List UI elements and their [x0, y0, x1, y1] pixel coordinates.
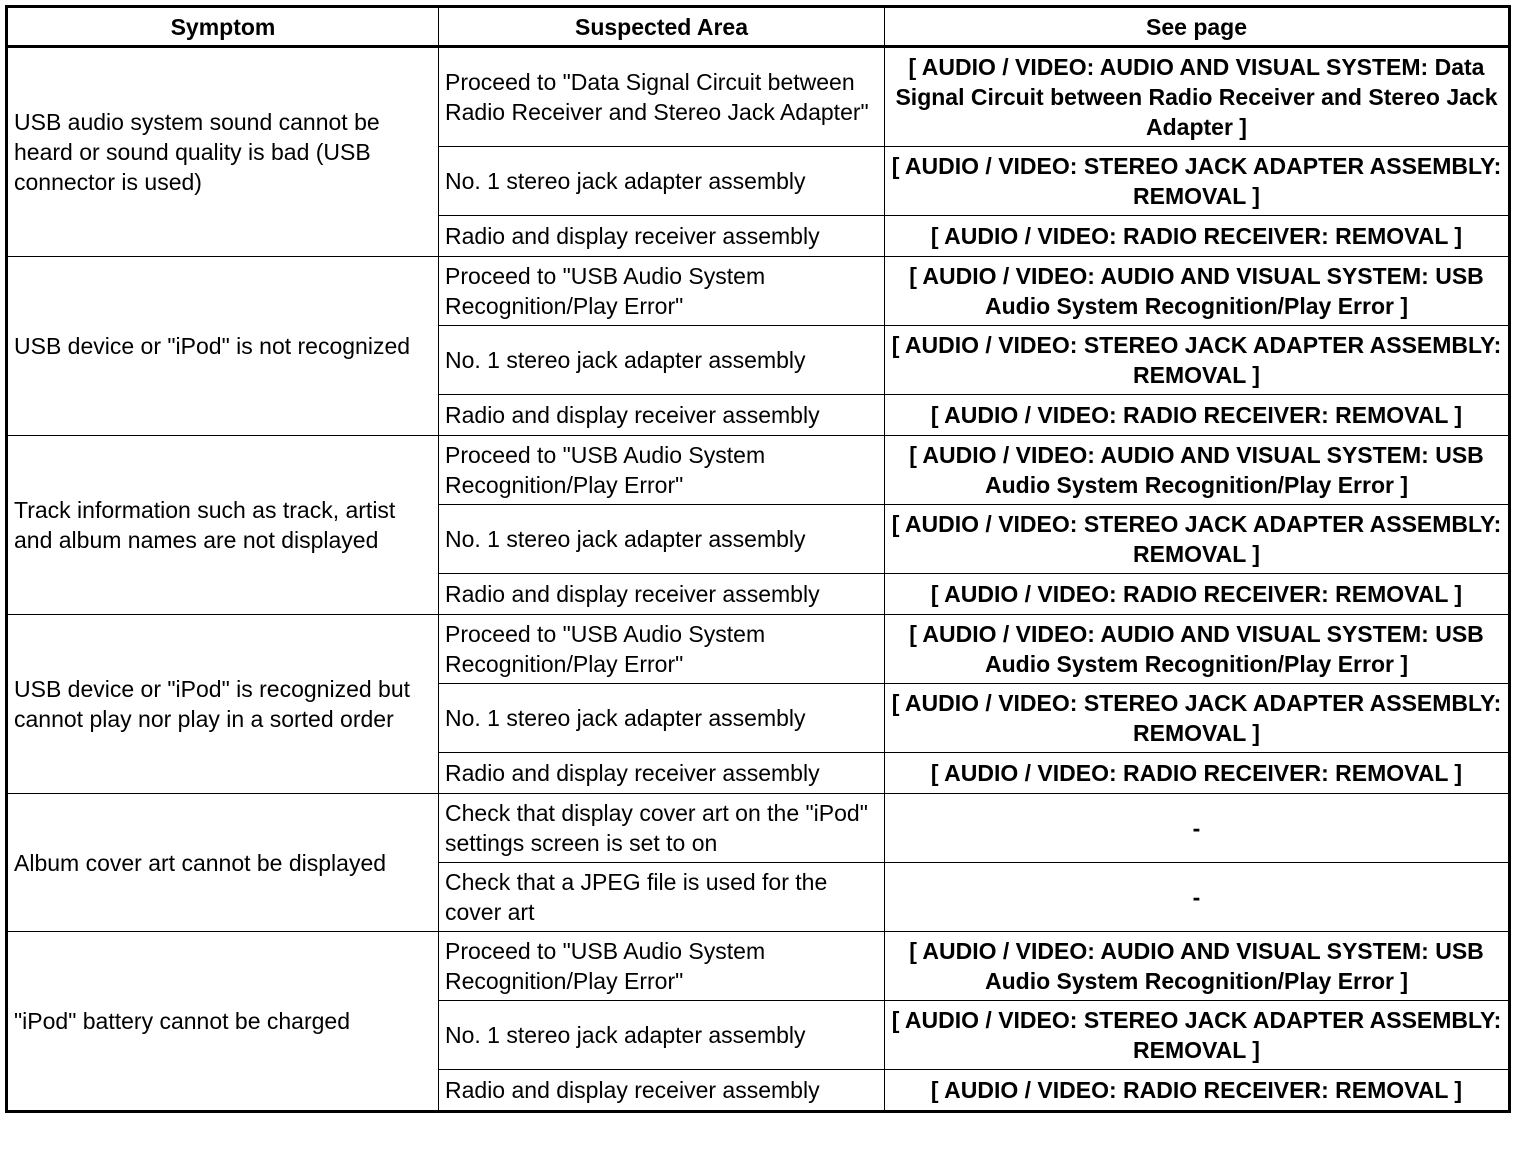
- table-row: [7, 436, 1510, 505]
- suspected-area-cell: No. 1 stereo jack adapter assembly: [439, 1001, 885, 1070]
- see-page-link[interactable]: [ AUDIO / VIDEO: AUDIO AND VISUAL SYSTEM: USB Audio System Recognition/Play Error ]: [885, 615, 1510, 684]
- see-page-link[interactable]: [ AUDIO / VIDEO: STEREO JACK ADAPTER ASSEMBLY: REMOVAL ]: [885, 1001, 1510, 1070]
- see-page-link[interactable]: [ AUDIO / VIDEO: AUDIO AND VISUAL SYSTEM: USB Audio System Recognition/Play Error ]: [885, 436, 1510, 505]
- suspected-area-cell: Radio and display receiver assembly: [439, 216, 885, 257]
- see-page-link[interactable]: [ AUDIO / VIDEO: STEREO JACK ADAPTER ASSEMBLY: REMOVAL ]: [885, 505, 1510, 574]
- document-page: [5, 5, 1511, 1113]
- see-page-link[interactable]: [ AUDIO / VIDEO: RADIO RECEIVER: REMOVAL ]: [885, 574, 1510, 615]
- see-page-dash: -: [885, 863, 1510, 932]
- suspected-area-cell: No. 1 stereo jack adapter assembly: [439, 505, 885, 574]
- symptom-table: [5, 5, 1511, 1113]
- suspected-area-cell: Radio and display receiver assembly: [439, 395, 885, 436]
- suspected-area-cell: Check that a JPEG file is used for the cover art: [439, 863, 885, 932]
- see-page-link[interactable]: [ AUDIO / VIDEO: RADIO RECEIVER: REMOVAL ]: [885, 1070, 1510, 1112]
- see-page-link[interactable]: [ AUDIO / VIDEO: STEREO JACK ADAPTER ASSEMBLY: REMOVAL ]: [885, 684, 1510, 753]
- see-page-dash: -: [885, 794, 1510, 863]
- symptom-cell: USB audio system sound cannot be heard or sound quality is bad (USB connector is used): [7, 47, 439, 257]
- header-row: [7, 7, 1510, 47]
- suspected-area-cell: Proceed to "USB Audio System Recognition/Play Error": [439, 436, 885, 505]
- table-row: [7, 615, 1510, 684]
- see-page-link[interactable]: [ AUDIO / VIDEO: AUDIO AND VISUAL SYSTEM: Data Signal Circuit between Radio Receiver and Stereo Jack Adapter ]: [885, 47, 1510, 147]
- suspected-area-cell: Radio and display receiver assembly: [439, 1070, 885, 1112]
- see-page-link[interactable]: [ AUDIO / VIDEO: AUDIO AND VISUAL SYSTEM: USB Audio System Recognition/Play Error ]: [885, 257, 1510, 326]
- header-symptom: Symptom: [7, 7, 439, 47]
- symptom-cell: Track information such as track, artist and album names are not displayed: [7, 436, 439, 615]
- table-row: [7, 794, 1510, 863]
- table-row: [7, 932, 1510, 1001]
- suspected-area-cell: Proceed to "Data Signal Circuit between Radio Receiver and Stereo Jack Adapter": [439, 47, 885, 147]
- suspected-area-cell: Proceed to "USB Audio System Recognition/Play Error": [439, 932, 885, 1001]
- symptom-cell: Album cover art cannot be displayed: [7, 794, 439, 932]
- see-page-link[interactable]: [ AUDIO / VIDEO: AUDIO AND VISUAL SYSTEM: USB Audio System Recognition/Play Error ]: [885, 932, 1510, 1001]
- see-page-link[interactable]: [ AUDIO / VIDEO: RADIO RECEIVER: REMOVAL ]: [885, 753, 1510, 794]
- suspected-area-cell: No. 1 stereo jack adapter assembly: [439, 326, 885, 395]
- symptom-cell: USB device or "iPod" is not recognized: [7, 257, 439, 436]
- see-page-link[interactable]: [ AUDIO / VIDEO: STEREO JACK ADAPTER ASSEMBLY: REMOVAL ]: [885, 147, 1510, 216]
- suspected-area-cell: Check that display cover art on the "iPod" settings screen is set to on: [439, 794, 885, 863]
- see-page-link[interactable]: [ AUDIO / VIDEO: STEREO JACK ADAPTER ASSEMBLY: REMOVAL ]: [885, 326, 1510, 395]
- header-suspected-area: Suspected Area: [439, 7, 885, 47]
- suspected-area-cell: No. 1 stereo jack adapter assembly: [439, 147, 885, 216]
- suspected-area-cell: Proceed to "USB Audio System Recognition/Play Error": [439, 257, 885, 326]
- see-page-link[interactable]: [ AUDIO / VIDEO: RADIO RECEIVER: REMOVAL ]: [885, 395, 1510, 436]
- suspected-area-cell: Radio and display receiver assembly: [439, 753, 885, 794]
- suspected-area-cell: No. 1 stereo jack adapter assembly: [439, 684, 885, 753]
- header-see-page: See page: [885, 7, 1510, 47]
- see-page-link[interactable]: [ AUDIO / VIDEO: RADIO RECEIVER: REMOVAL ]: [885, 216, 1510, 257]
- suspected-area-cell: Proceed to "USB Audio System Recognition/Play Error": [439, 615, 885, 684]
- table-row: [7, 47, 1510, 147]
- symptom-cell: USB device or "iPod" is recognized but cannot play nor play in a sorted order: [7, 615, 439, 794]
- table-row: [7, 257, 1510, 326]
- suspected-area-cell: Radio and display receiver assembly: [439, 574, 885, 615]
- symptom-cell: "iPod" battery cannot be charged: [7, 932, 439, 1112]
